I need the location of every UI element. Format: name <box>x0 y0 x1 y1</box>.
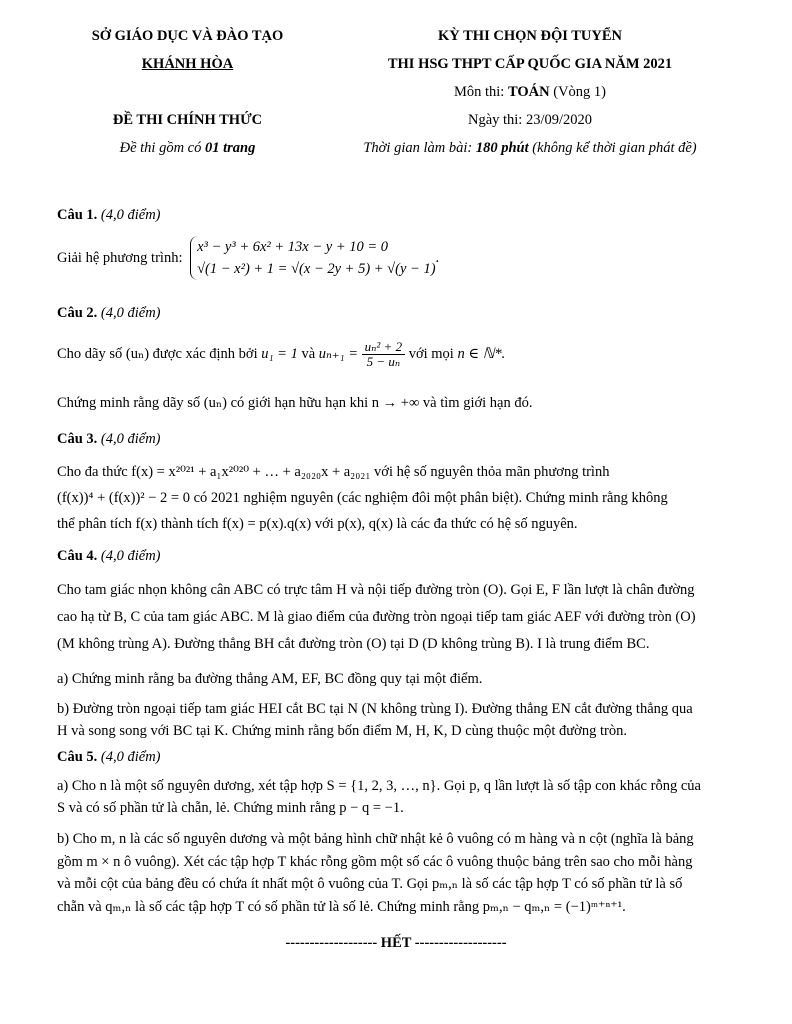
header-left <box>55 22 320 162</box>
exam-duration: Thời gian làm bài: 180 phút (không kể thời gian phát đề) <box>363 140 697 156</box>
q2-recurrence-fraction: $\frac{\text{uₙ² + 2}}{\text{5 − uₙ}}$ <box>362 340 405 369</box>
q4-part-a: a) Chứng minh rằng ba đường thẳng AM, EF, BC đồng quy tại một điểm. <box>57 671 483 687</box>
official-exam-label: ĐỀ THI CHÍNH THỨC <box>112 112 263 128</box>
q2-task: Chứng minh rằng dãy số (uₙ) có giới hạn hữu hạn khi n → +∞ và tìm giới hạn đó. <box>57 395 533 411</box>
header-right <box>330 22 730 162</box>
q4-line-3: (M không trùng A). Đường thẳng BH cắt đường tròn (O) tại D (D không trùng B). I là trung điểm BC. <box>57 636 650 652</box>
q2-statement: Cho dãy số (uₙ) được xác định bởi u₁ = 1 và uₙ₊₁ = $\frac{\text{uₙ² + 2}}{\text{5 − uₙ}}$ với mọi n ∈ ℕ*. <box>57 339 506 370</box>
q3-line-2: (f(x))⁴ + (f(x))² − 2 = 0 có 2021 nghiệm nguyên (các nghiệm đôi một phân biệt). Chứng minh rằng không <box>57 490 668 506</box>
q3-body <box>57 459 737 537</box>
q5-part-b: b) Cho m, n là các số nguyên dương và một bảng hình chữ nhật kẻ ô vuông có m hàng và n cột (nghĩa là bảng gồm m × n ô vuông). Xét các tập hợp T khác rỗng gồm một số các ô vuông thuộc bảng trên sao cho mỗi hàng và mỗi cột của bảng đều có chứa ít nhất một ô vuông của T. Gọi pₘ,ₙ là số các tập hợp T có số phần tử là số chẵn và qₘ,ₙ là số các tập hợp T có số phần tử là số lẻ. Chứng minh rằng pₘ,ₙ − qₘ,ₙ = (−1)ᵐ⁺ⁿ⁺¹. <box>57 831 694 915</box>
q4-body <box>57 577 737 658</box>
exam-date: Ngày thi: 23/09/2020 <box>467 112 593 128</box>
q4-part-b: b) Đường tròn ngoại tiếp tam giác HEI cắt BC tại N (N không trùng I). Đường thẳng EN cắt đường thẳng qua H và song song với BC tại K. Chứng minh rằng bốn điểm M, H, K, D cùng thuộc một đường tròn. <box>57 701 693 739</box>
q1-system <box>190 236 435 280</box>
page-count-note: Đề thi gồm có 01 trang <box>119 140 256 156</box>
department-name: SỞ GIÁO DỤC VÀ ĐÀO TẠO <box>91 28 284 44</box>
q1-heading: Câu 1. (4,0 điểm) <box>57 207 161 223</box>
q5-heading: Câu 5. (4,0 điểm) <box>57 749 161 765</box>
q4-line-1: Cho tam giác nhọn không cân ABC có trực tâm H và nội tiếp đường tròn (O). Gọi E, F lần lượt là chân đường <box>57 582 695 598</box>
end-marker: ------------------- HẾT ------------------- <box>285 935 507 951</box>
q4-heading: Câu 4. (4,0 điểm) <box>57 548 161 564</box>
q5-part-a: a) Cho n là một số nguyên dương, xét tập hợp S = {1, 2, 3, …, n}. Gọi p, q lần lượt là số tập con khác rỗng của S và có số phần tử là chẵn, lẻ. Chứng minh rằng p − q = −1. <box>57 778 701 816</box>
exam-name: KỲ THI CHỌN ĐỘI TUYỂN <box>438 28 622 44</box>
q3-heading: Câu 3. (4,0 điểm) <box>57 431 161 447</box>
exam-subtitle: THI HSG THPT CẤP QUỐC GIA NĂM 2021 <box>387 56 673 72</box>
q3-line-3: thể phân tích f(x) thành tích f(x) = p(x).q(x) với p(x), q(x) là các đa thức có hệ số nguyên. <box>57 516 578 532</box>
q2-heading: Câu 2. (4,0 điểm) <box>57 305 161 321</box>
q1-intro: Giải hệ phương trình: <box>57 250 183 266</box>
q4-line-2: cao hạ từ B, C của tam giác ABC. M là giao điểm của đường tròn ngoại tiếp tam giác AEF với đường tròn (O) <box>57 609 696 625</box>
q1-equation-1: x³ − y³ + 6x² + 13x − y + 10 = 0 <box>197 239 389 255</box>
q3-line-1: Cho đa thức f(x) = x²⁰²¹ + a₁x²⁰²⁰ + … + a₂₀₂₀x + a₂₀₂₁ với hệ số nguyên thỏa mãn phương trình <box>57 464 610 480</box>
q1-body: Giải hệ phương trình: x³ − y³ + 6x² + 13x − y + 10 = 0 √(1 − x²) + 1 = √(x − 2y + 5) + √(y − 1) . <box>57 236 737 280</box>
q1-equation-2: √(1 − x²) + 1 = √(x − 2y + 5) + √(y − 1) <box>197 261 436 277</box>
subject-line: Môn thi: TOÁN (Vòng 1) <box>453 84 606 100</box>
province-name: KHÁNH HÒA <box>141 56 234 72</box>
